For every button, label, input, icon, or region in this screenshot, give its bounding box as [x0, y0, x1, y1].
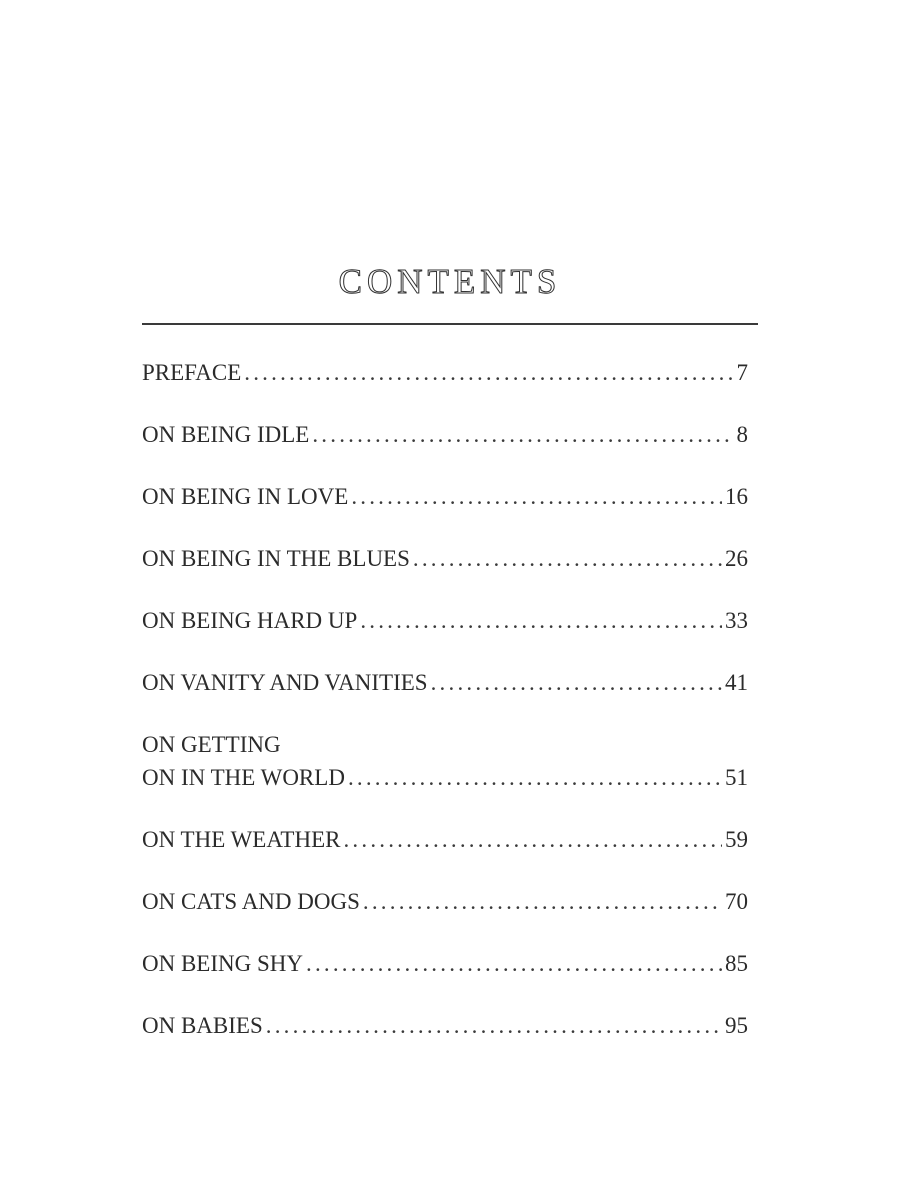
- toc-entry-title: ON BEING IDLE: [142, 422, 310, 447]
- dot-leader: [360, 604, 722, 637]
- table-of-contents: [142, 356, 748, 1071]
- dot-leader: [244, 356, 733, 389]
- dot-leader: [351, 480, 722, 513]
- dot-leader: [348, 761, 722, 794]
- toc-entry-page: 51: [725, 765, 748, 790]
- toc-entry-page: 26: [725, 546, 748, 571]
- toc-entry-page: 7: [736, 360, 748, 385]
- toc-entry-title-line1: ON GETTING: [142, 732, 281, 757]
- toc-entry-title: ON BEING HARD UP: [142, 608, 358, 633]
- toc-entry-title: ON BABIES: [142, 1013, 263, 1038]
- toc-entry-title: ON BEING IN LOVE: [142, 484, 349, 509]
- dot-leader: [431, 666, 722, 699]
- toc-entry-page: 8: [736, 422, 748, 447]
- dot-leader: [266, 1009, 722, 1042]
- dot-leader: [363, 885, 722, 918]
- toc-entry-page: 95: [725, 1013, 748, 1038]
- toc-entry-title: ON CATS AND DOGS: [142, 889, 360, 914]
- toc-entry-page: 85: [725, 951, 748, 976]
- toc-entry[interactable]: [142, 885, 748, 918]
- toc-entry[interactable]: [142, 666, 748, 699]
- toc-entry-page: 16: [725, 484, 748, 509]
- toc-entry-page: 59: [725, 827, 748, 852]
- dot-leader: [413, 542, 722, 575]
- toc-entry[interactable]: [142, 823, 748, 856]
- toc-entry-title: ON THE WEATHER: [142, 827, 341, 852]
- toc-entry-page: 33: [725, 608, 748, 633]
- toc-entry-title: PREFACE: [142, 360, 242, 385]
- toc-entry[interactable]: [142, 542, 748, 575]
- toc-entry[interactable]: [142, 1009, 748, 1042]
- dot-leader: [306, 947, 722, 980]
- toc-entry-title: ON VANITY AND VANITIES: [142, 670, 428, 695]
- toc-entry[interactable]: [142, 356, 748, 389]
- toc-entry-title: ON BEING IN THE BLUES: [142, 546, 410, 571]
- contents-heading: CONTENTS: [338, 262, 562, 301]
- toc-entry-title: ON BEING SHY: [142, 951, 303, 976]
- toc-entry[interactable]: [142, 480, 748, 513]
- toc-entry[interactable]: [142, 418, 748, 451]
- toc-entry-title: ON IN THE WORLD: [142, 765, 345, 790]
- dot-leader: [343, 823, 722, 856]
- dot-leader: [312, 418, 733, 451]
- toc-entry[interactable]: [142, 604, 748, 637]
- toc-entry-page: 70: [725, 889, 748, 914]
- toc-entry[interactable]: [142, 947, 748, 980]
- toc-entry-page: 41: [725, 670, 748, 695]
- toc-entry[interactable]: [142, 728, 748, 794]
- heading-rule: [142, 323, 758, 325]
